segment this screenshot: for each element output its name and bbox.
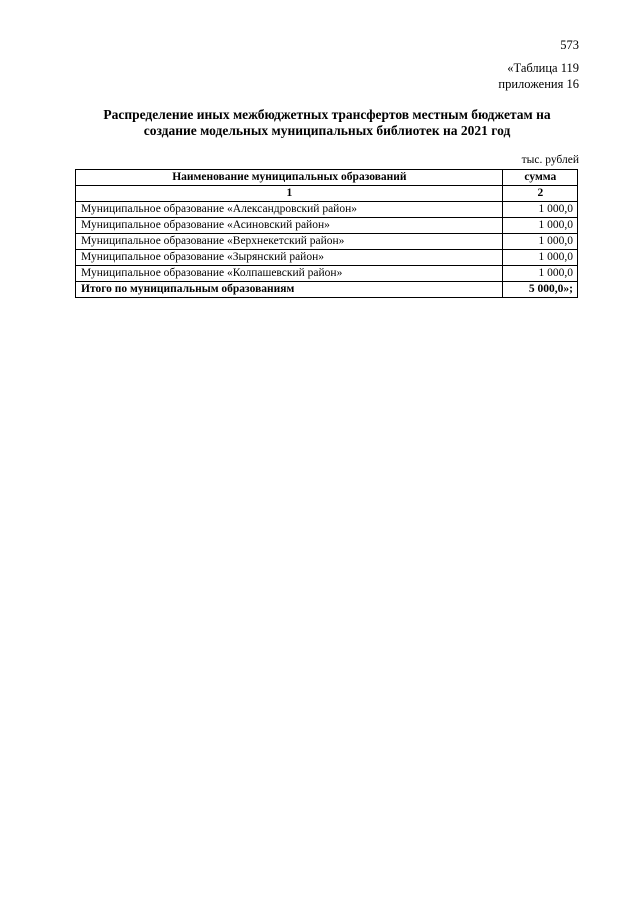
header-sum: сумма xyxy=(502,170,577,186)
transfer-sum: 1 000,0 xyxy=(502,250,577,266)
total-label: Итого по муниципальным образованиям xyxy=(76,282,503,298)
document-title xyxy=(70,107,584,139)
document-title-line-1: Распределение иных межбюджетных трансфертов местным бюджетам на xyxy=(103,107,551,122)
table-reference xyxy=(498,60,579,92)
transfer-sum: 1 000,0 xyxy=(502,202,577,218)
transfer-sum: 1 000,0 xyxy=(502,234,577,250)
table-row xyxy=(76,202,578,218)
table-row xyxy=(76,234,578,250)
units-label: тыс. рублей xyxy=(521,154,579,166)
municipality-name: Муниципальное образование «Асиновский район» xyxy=(76,218,503,234)
column-number-1: 1 xyxy=(76,186,503,202)
column-number-row xyxy=(76,186,578,202)
annex-reference-line: приложения 16 xyxy=(498,77,579,91)
header-municipality: Наименование муниципальных образований xyxy=(76,170,503,186)
municipality-name: Муниципальное образование «Верхнекетский район» xyxy=(76,234,503,250)
table-header-row xyxy=(76,170,578,186)
municipality-name: Муниципальное образование «Александровский район» xyxy=(76,202,503,218)
total-row xyxy=(76,282,578,298)
municipality-name: Муниципальное образование «Колпашевский район» xyxy=(76,266,503,282)
transfer-sum: 1 000,0 xyxy=(502,266,577,282)
transfer-sum: 1 000,0 xyxy=(502,218,577,234)
table-reference-line: «Таблица 119 xyxy=(507,61,579,75)
page-number: 573 xyxy=(560,38,579,52)
total-sum: 5 000,0»; xyxy=(502,282,577,298)
table-row xyxy=(76,250,578,266)
column-number-2: 2 xyxy=(502,186,577,202)
document-title-line-2: создание модельных муниципальных библиотек на 2021 год xyxy=(143,123,511,138)
table-row xyxy=(76,218,578,234)
table-row xyxy=(76,266,578,282)
transfers-table xyxy=(75,169,578,298)
municipality-name: Муниципальное образование «Зырянский район» xyxy=(76,250,503,266)
